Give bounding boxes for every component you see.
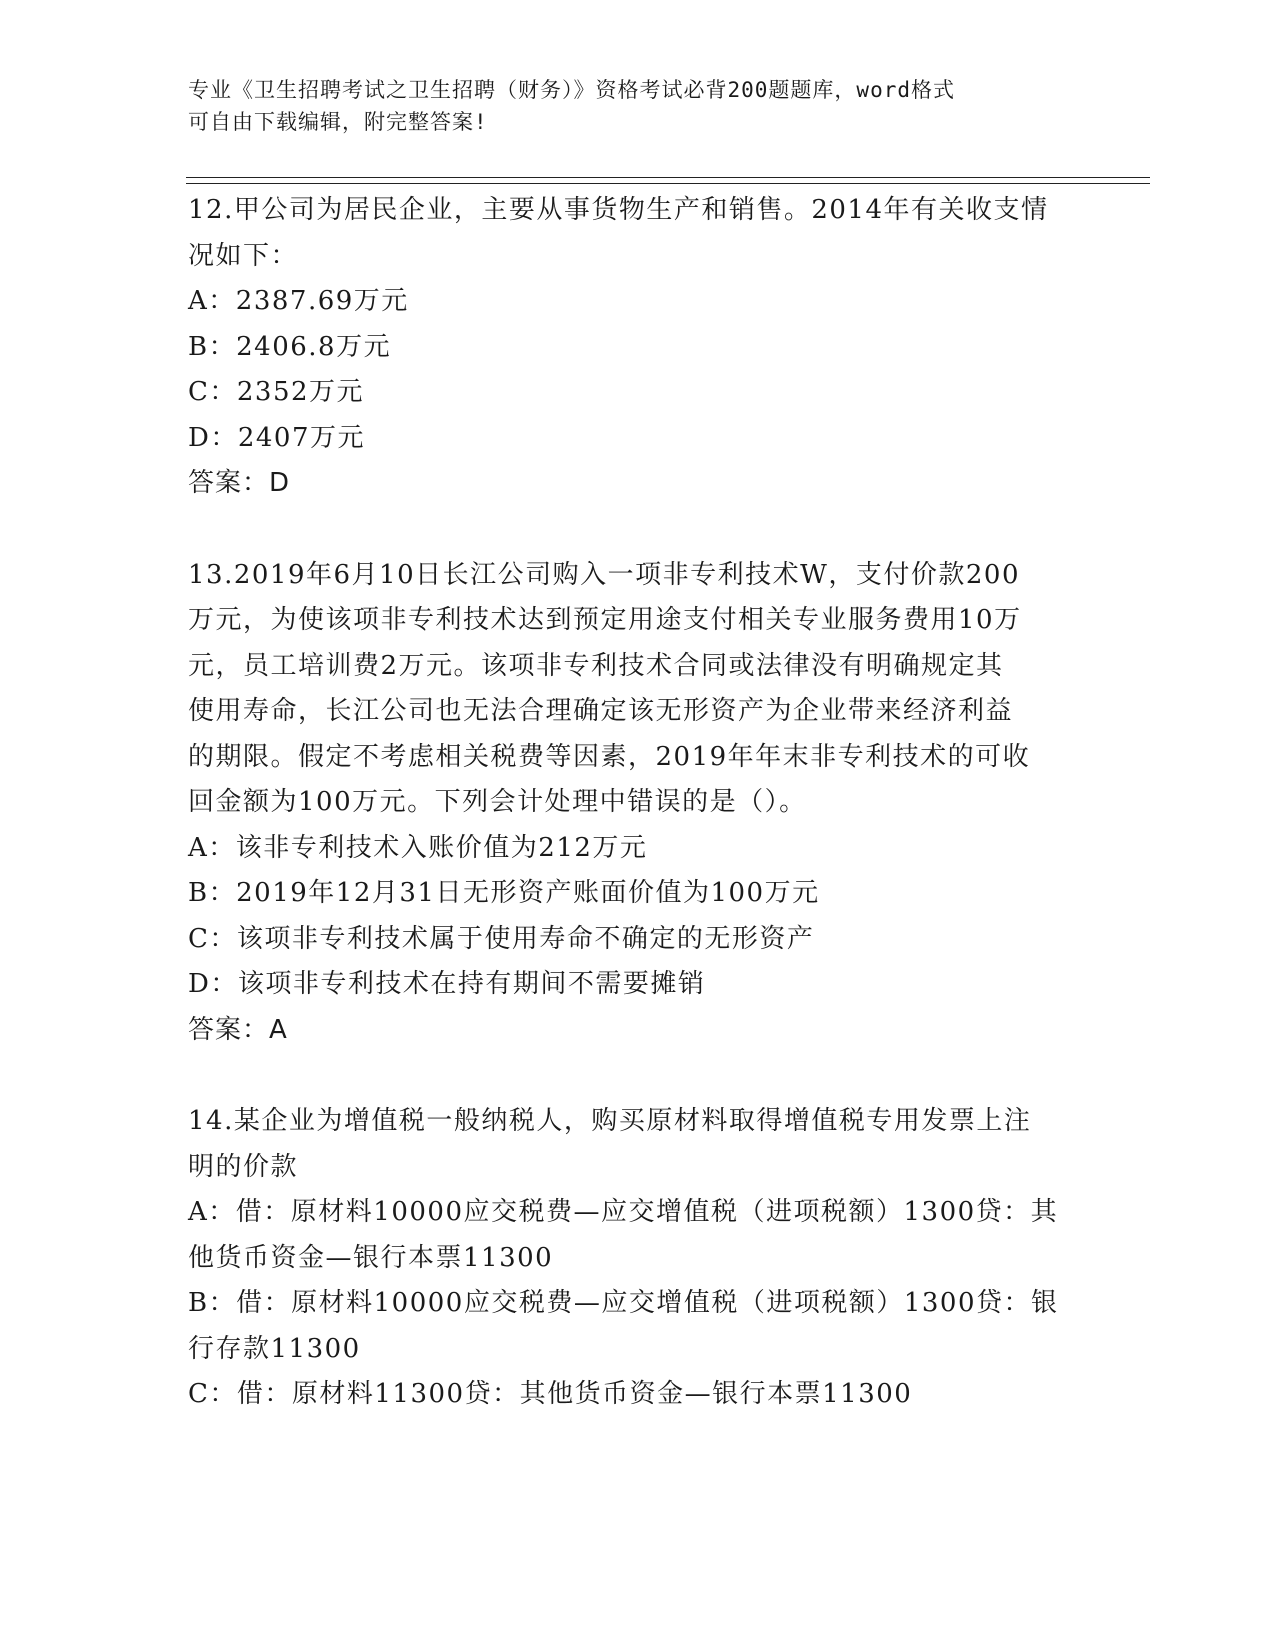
question-stem-line: 13.2019年6月10日长江公司购入一项非专利技术W，支付价款200 [188,559,1020,590]
option-a: A：借：原材料10000应交税费—应交增值税（进项税额）1300贷：其 [188,1197,1059,1227]
option-c: C：该项非专利技术属于使用寿命不确定的无形资产 [188,923,815,954]
question-stem-line: 万元，为使该项非专利技术达到预定用途支付相关专业服务费用10万 [188,605,1022,635]
question-12 [188,188,1108,507]
option-b: B：借：原材料10000应交税费—应交增值税（进项税额）1300贷：银 [188,1288,1059,1318]
question-list [188,188,1108,1418]
option-d: D：2407万元 [188,422,366,453]
header-line-1: 专业《卫生招聘考试之卫生招聘（财务）》资格考试必背200题题库，word格式 [188,78,955,102]
answer: 答案：A [188,1014,288,1045]
question-stem-line: 14.某企业为增值税一般纳税人，购买原材料取得增值税专用发票上注 [188,1106,1032,1136]
question-stem-line: 况如下： [188,240,299,271]
answer: 答案：D [188,468,291,498]
option-b-continued: 行存款11300 [188,1333,361,1364]
option-d: D：该项非专利技术在持有期间不需要摊销 [188,969,706,999]
option-a: A：2387.69万元 [188,286,409,316]
option-c: C：2352万元 [188,377,365,407]
question-stem-line: 的期限。假定不考虑相关税费等因素，2019年年末非专利技术的可收 [188,741,1031,772]
document-header [188,74,1088,138]
question-stem-line: 使用寿命，长江公司也无法合理确定该无形资产为企业带来经济利益 [188,696,1014,726]
question-stem-line: 12.甲公司为居民企业，主要从事货物生产和销售。2014年有关收支情 [188,195,1049,225]
question-stem-line: 回金额为100万元。下列会计处理中错误的是（）。 [188,787,807,817]
option-b: B：2406.8万元 [188,331,392,362]
header-line-2: 可自由下载编辑，附完整答案! [188,110,488,134]
question-stem-line: 元，员工培训费2万元。该项非专利技术合同或法律没有明确规定其 [188,650,1004,681]
header-divider [186,183,1150,184]
option-a-continued: 他货币资金—银行本票11300 [188,1242,554,1273]
question-14 [188,1099,1108,1418]
question-stem-line: 明的价款 [188,1151,299,1182]
option-a: A：该非专利技术入账价值为212万元 [188,832,648,863]
question-13 [188,553,1108,1054]
header-divider [186,177,1150,178]
option-b: B：2019年12月31日无形资产账面价值为100万元 [188,878,820,908]
option-c: C：借：原材料11300贷：其他货币资金—银行本票11300 [188,1379,913,1409]
